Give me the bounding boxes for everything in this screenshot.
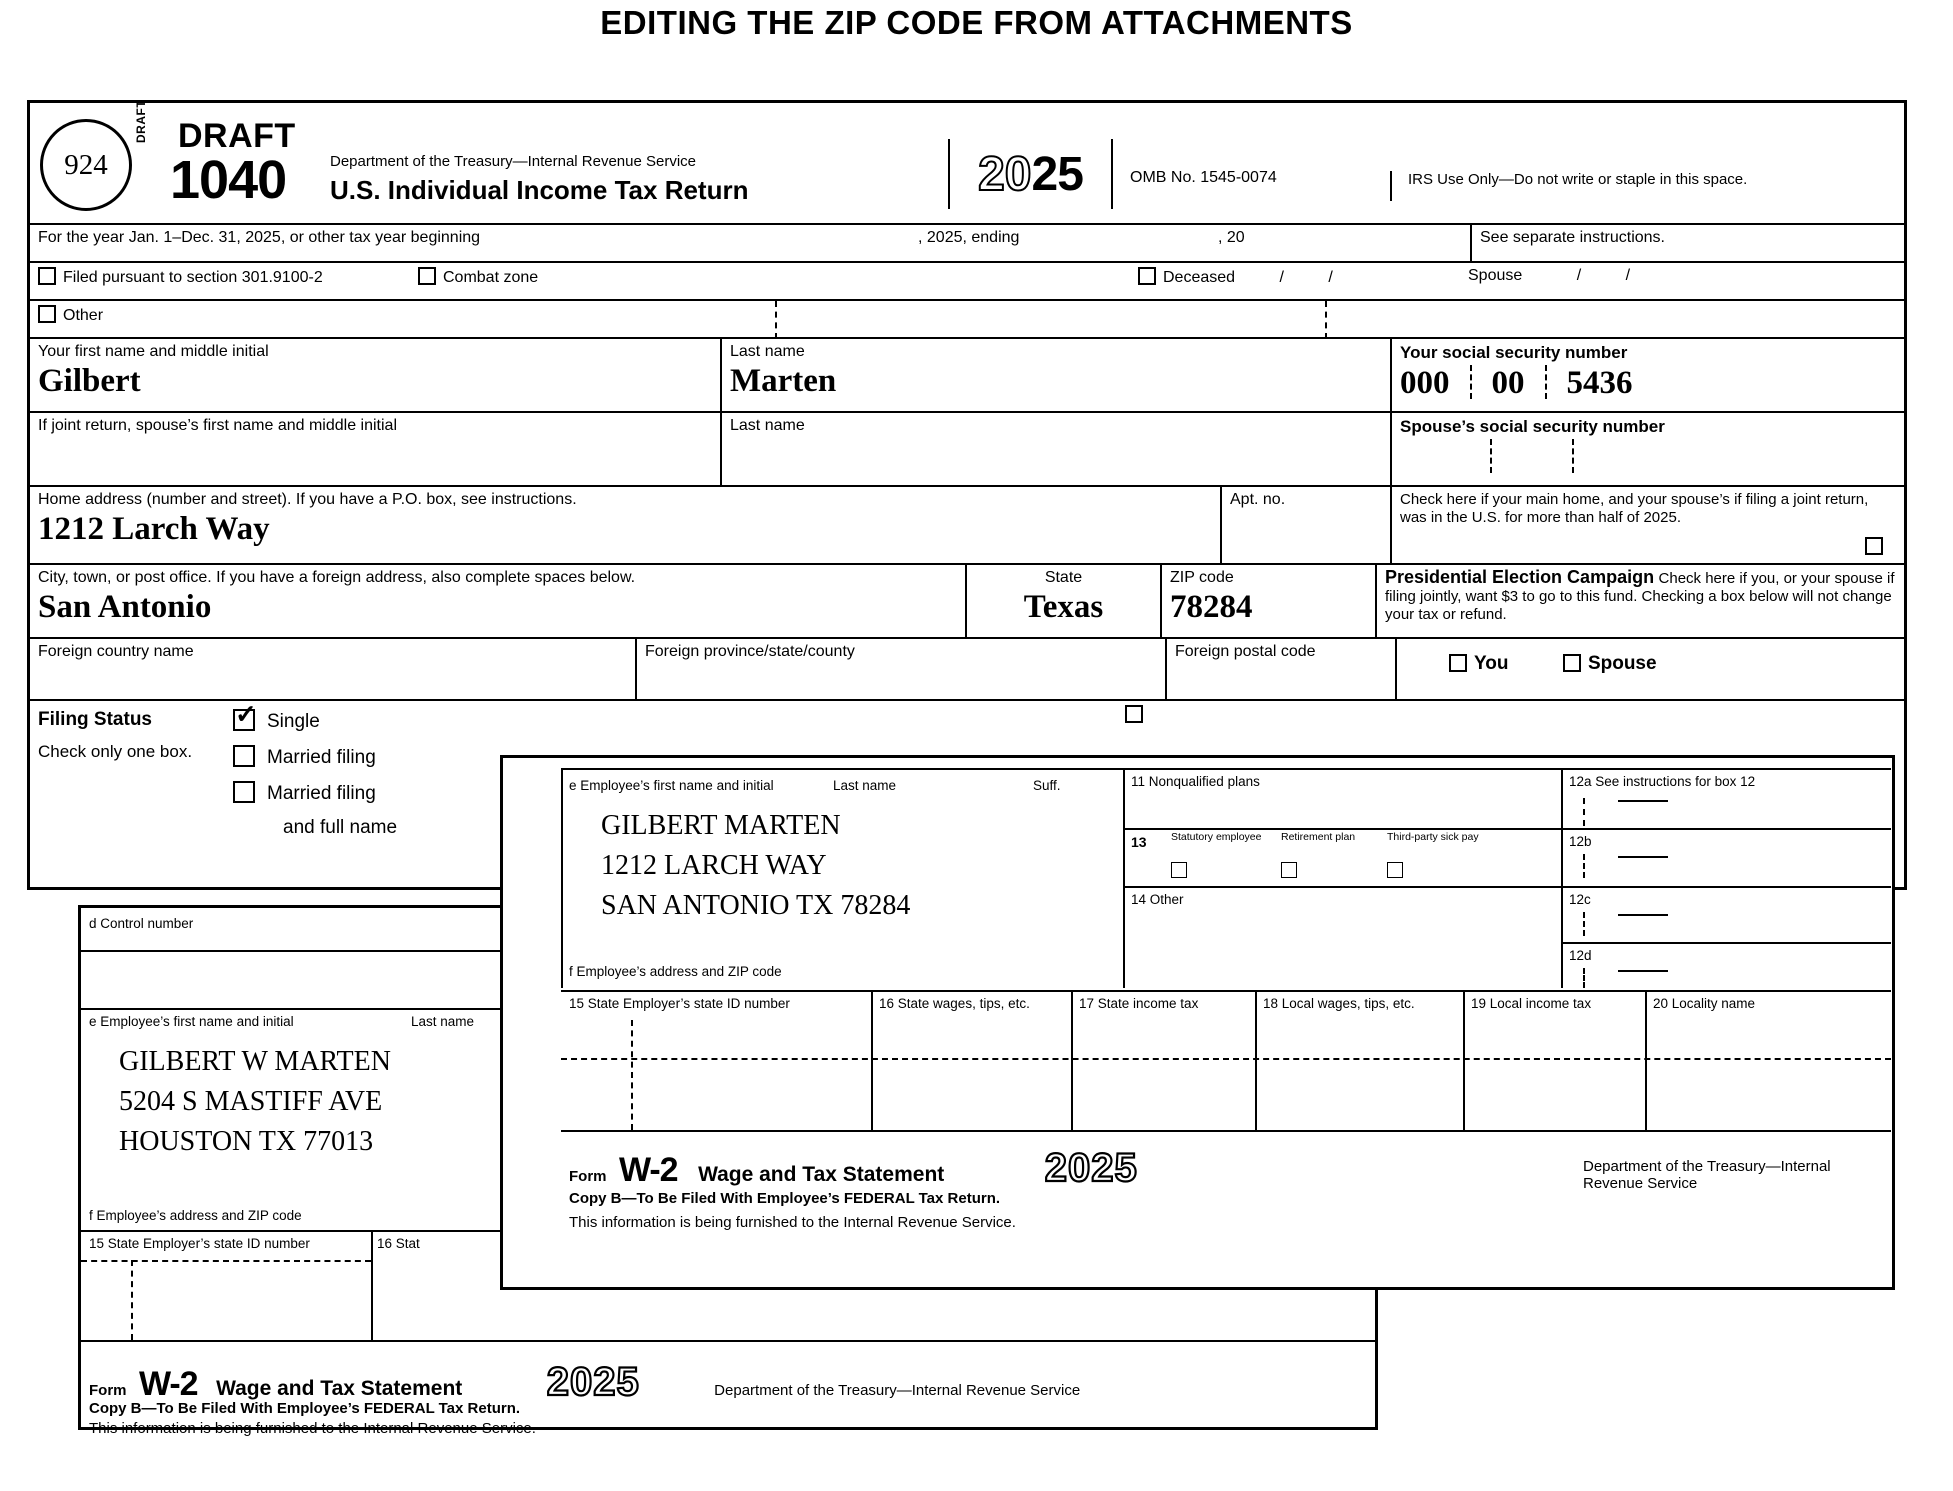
w2-front-address-zip-label: f Employee’s address and ZIP code (569, 964, 782, 979)
spouse-label: Spouse (1468, 267, 1523, 284)
deceased-option[interactable] (1130, 263, 1460, 299)
tax-year-row (30, 223, 1904, 261)
w2-front-box13-top (1123, 828, 1561, 830)
w2-front-year: 2025 (1044, 1146, 1138, 1190)
filed-pursuant-option[interactable] (30, 263, 410, 299)
single-label: Single (267, 711, 320, 732)
w2-front-box20-divider (1645, 990, 1647, 1130)
spouse-name-row (30, 411, 1904, 485)
filing-status-sub: Check only one box. (38, 742, 193, 761)
pec-spouse-option[interactable] (1563, 653, 1657, 675)
w2-front-form-name: W-2 (618, 1151, 678, 1189)
state-field[interactable] (965, 565, 1160, 637)
last-name-label: Last name (730, 343, 805, 360)
w2-front-address-line-1: GILBERT MARTEN (601, 810, 841, 841)
w2-front-box12a-label: 12a See instructions for box 12 (1569, 774, 1756, 789)
address-row (30, 485, 1904, 563)
w2-front-box18-label: 18 Local wages, tips, etc. (1263, 996, 1415, 1011)
w2-back-box15-dashed (131, 1260, 133, 1340)
mfj-checkbox[interactable] (233, 745, 255, 767)
w2-back-form-name: W-2 (138, 1365, 198, 1403)
w2-front-box12a-dash (1583, 798, 1585, 826)
ssn-divider-2 (1545, 365, 1547, 399)
combat-zone-checkbox[interactable] (418, 267, 436, 285)
w2-front-copy-line-1: Copy B—To Be Filed With Employee’s FEDERAL Tax Return. (569, 1190, 1001, 1207)
city-label: City, town, or post office. If you have a foreign address, also complete spaces below. (38, 569, 636, 586)
w2-back-box15-label: 15 State Employer’s state ID number (89, 1236, 310, 1251)
tax-year-prefix: 20 (978, 147, 1032, 201)
filing-status-header (30, 701, 225, 849)
tax-year-box (948, 139, 1113, 209)
main-home-check-field[interactable] (1390, 487, 1904, 563)
w2-front-box15-dash (631, 1020, 633, 1130)
other-divider-2 (1325, 301, 1327, 339)
w2-back-divider-4 (81, 1340, 1375, 1342)
home-address-value: 1212 Larch Way (38, 511, 270, 547)
w2-front-employee-name-label: e Employee’s first name and initial (569, 778, 774, 793)
w2-front-box20-label: 20 Locality name (1653, 996, 1756, 1011)
pec-title: Presidential Election Campaign (1385, 567, 1655, 587)
form-number: 1040 (170, 150, 287, 210)
spouse-ssn-field[interactable] (1390, 413, 1904, 485)
w2-front-department: Department of the Treasury—Internal Revenue Service (1583, 1158, 1831, 1192)
combat-zone-label: Combat zone (443, 269, 539, 286)
spouse-ssn-divider-2 (1572, 439, 1574, 473)
w2-back-address-line-2: 5204 S MASTIFF AVE (119, 1085, 383, 1117)
w2-front-top-border (561, 768, 1891, 770)
other-option[interactable] (30, 301, 1904, 337)
page-title: EDITING THE ZIP CODE FROM ATTACHMENTS (600, 4, 1353, 41)
city-row (30, 563, 1904, 637)
w2-front-box16-divider (871, 990, 873, 1130)
pec-you-label: You (1474, 653, 1509, 674)
ssn-field[interactable] (1390, 339, 1904, 411)
w2-back-box16-label: 16 Stat (377, 1236, 420, 1251)
w2-back-year: 2025 (546, 1360, 640, 1404)
home-address-label: Home address (number and street). If you have a P.O. box, see instructions. (38, 491, 577, 508)
w2-front-box12d-label: 12d (1569, 948, 1592, 963)
w2-back-employee-address (81, 1036, 391, 1161)
w2-back-box15-divider (371, 1230, 373, 1340)
w2-front-box12c-top (1561, 886, 1891, 888)
w2-front-box16-label: 16 State wages, tips, etc. (879, 996, 1030, 1011)
w2-front-box12b-dash (1583, 854, 1585, 878)
zip-field[interactable] (1160, 565, 1375, 637)
ssn-part-3: 5436 (1566, 365, 1633, 401)
w2-front-form-title: Wage and Tax Statement (698, 1163, 945, 1186)
form-1040-header (30, 99, 1904, 223)
spouse-ssn-divider-1 (1490, 439, 1492, 473)
presidential-election-campaign (1375, 565, 1904, 637)
pec-you-checkbox[interactable] (1449, 654, 1467, 672)
w2-front-box12c-dash (1583, 912, 1585, 936)
foreign-province-field[interactable] (635, 639, 1165, 699)
single-checkbox[interactable] (233, 709, 255, 731)
pursuant-row (30, 261, 1904, 299)
w2-front-box12c-line (1618, 914, 1668, 916)
w2-front-address-line-3: SAN ANTONIO TX 78284 (601, 889, 911, 921)
w2-back-employee-name-label: e Employee’s first name and initial (89, 1014, 294, 1029)
w2-front-box12d-dash (1583, 968, 1585, 988)
w2-front-box15-label: 15 State Employer’s state ID number (569, 996, 790, 1011)
ssn-label: Your social security number (1400, 343, 1628, 362)
irs-use-only: IRS Use Only—Do not write or staple in this space. (1390, 171, 1747, 201)
w2-back-box15-dashline (81, 1260, 371, 1262)
tax-year-label: For the year Jan. 1–Dec. 31, 2025, or other tax year beginning (38, 229, 481, 246)
w2-front-box14-top (1123, 886, 1561, 888)
w2-back-form-title: Wage and Tax Statement (216, 1377, 463, 1400)
w2-back-address-line-3: HOUSTON TX 77013 (119, 1125, 374, 1157)
w2-front-box12a-line (1618, 800, 1668, 802)
w2-front-box13-opt3-checkbox[interactable] (1387, 862, 1403, 878)
w2-front-box13-opt2-checkbox[interactable] (1281, 862, 1297, 878)
main-home-check-label: Check here if your main home, and your spouse’s if filing a joint return, was in the U.S. for more than half of 2025. (1400, 491, 1869, 527)
spouse-date-slash1: / (1576, 267, 1582, 284)
spouse-ssn-value (1400, 439, 1896, 473)
treasury-line: Department of the Treasury—Internal Revenue Service (330, 153, 697, 170)
apt-no-label: Apt. no. (1230, 491, 1286, 508)
spouse-date-slash2: / (1625, 267, 1631, 284)
apt-no-field[interactable] (1220, 487, 1390, 563)
w2-front-box12b-top (1561, 828, 1891, 830)
w2-back-copy-line-1: Copy B—To Be Filed With Employee’s FEDERAL Tax Return. (89, 1400, 521, 1417)
foreign-postal-label: Foreign postal code (1175, 643, 1316, 660)
w2-front-address-line-2: 1212 LARCH WAY (601, 849, 827, 881)
mfs-label: Married filing (267, 783, 376, 804)
w2-front-employee-address (563, 800, 910, 925)
w2-front-box19-label: 19 Local income tax (1471, 996, 1592, 1011)
ssn-divider-1 (1470, 365, 1472, 399)
w2-front-box12d-line (1618, 970, 1668, 972)
filing-status-title: Filing Status (38, 709, 152, 730)
ssn-part-1: 000 (1400, 365, 1450, 401)
first-name-field[interactable] (30, 339, 720, 411)
w2-attachment-front[interactable] (500, 755, 1895, 1290)
foreign-country-label: Foreign country name (38, 643, 194, 660)
other-divider-1 (775, 301, 777, 339)
w2-front-last-name-label: Last name (833, 778, 897, 793)
w2-back-department: Department of the Treasury—Internal Revenue Service (714, 1382, 1081, 1399)
w2-front-box19-divider (1463, 990, 1465, 1130)
filing-option-single[interactable] (233, 709, 1896, 733)
pec-text: Check here if you, or your spouse if filing jointly, want $3 to go to this fund. Checking a box below will not change your tax or refund. (1385, 570, 1895, 623)
w2-front-suffix-label: Suff. (1033, 778, 1061, 793)
foreign-country-field[interactable] (30, 639, 635, 699)
w2-front-state-row-dashed (561, 1058, 1891, 1060)
w2-front-box12b-line (1618, 856, 1668, 858)
filing-extra-checkbox[interactable] (1125, 705, 1143, 723)
spouse-first-name-label: If joint return, spouse’s first name and middle initial (38, 417, 397, 434)
last-name-value: Marten (730, 363, 837, 399)
w2-back-copy-line-2: This information is being furnished to the Internal Revenue Service. (89, 1420, 536, 1437)
w2-front-box13-opt2-label: Retirement plan (1281, 831, 1356, 843)
state-value: Texas (1023, 589, 1104, 625)
w2-front-form-word: Form (569, 1168, 607, 1185)
pec-checkboxes (1395, 639, 1904, 699)
zip-value: 78284 (1170, 589, 1253, 625)
combat-zone-option[interactable] (410, 263, 1130, 299)
spouse-last-name-label: Last name (730, 417, 805, 434)
first-name-label: Your first name and middle initial (38, 343, 269, 360)
w2-back-form-word: Form (89, 1382, 127, 1399)
w2-front-box17-divider (1071, 990, 1073, 1130)
omb-number: OMB No. 1545-0074 (1130, 169, 1277, 186)
spouse-ssn-label: Spouse’s social security number (1400, 417, 1665, 436)
form-title: U.S. Individual Income Tax Return (330, 175, 749, 205)
mfj-label: Married filing (267, 747, 376, 768)
w2-front-box13-number: 13 (1131, 834, 1147, 850)
foreign-address-row (30, 637, 1904, 699)
w2-front-box17-label: 17 State income tax (1079, 996, 1199, 1011)
w2-back-form-block (89, 1360, 1080, 1405)
w2-front-left-border (561, 768, 563, 988)
pec-spouse-checkbox[interactable] (1563, 654, 1581, 672)
foreign-postal-field[interactable] (1165, 639, 1395, 699)
city-field[interactable] (30, 565, 965, 637)
deceased-date-slash2: / (1328, 269, 1333, 286)
tax-year-ending: , 2025, ending (918, 229, 1020, 246)
main-home-checkbox[interactable] (1865, 537, 1883, 555)
filing-full-name-note: and full name (283, 817, 398, 838)
see-instructions: See separate instructions. (1470, 225, 1904, 261)
w2-front-box13-opt1-label: Statutory employee (1171, 831, 1262, 843)
w2-front-box12-divider (1561, 768, 1563, 988)
first-name-value: Gilbert (38, 363, 141, 399)
deceased-checkbox[interactable] (1138, 267, 1156, 285)
ssn-value (1400, 365, 1896, 402)
draft-vertical-label: DRAFT (134, 99, 148, 143)
w2-back-control-number-label: d Control number (89, 916, 194, 931)
w2-front-box12b-label: 12b (1569, 834, 1592, 849)
w2-front-box12c-label: 12c (1569, 892, 1591, 907)
w2-front-form-block (569, 1146, 1138, 1191)
home-address-field[interactable] (30, 487, 1220, 563)
zip-label: ZIP code (1170, 569, 1234, 586)
w2-front-box18-divider (1255, 990, 1257, 1130)
deceased-date-slash1: / (1279, 269, 1284, 286)
filed-pursuant-label: Filed pursuant to section 301.9100-2 (63, 269, 323, 286)
draft-watermark: DRAFT (178, 117, 296, 155)
spouse-deceased-field[interactable] (1460, 263, 1904, 299)
deceased-label: Deceased (1163, 269, 1236, 286)
w2-front-box11-label: 11 Nonqualified plans (1131, 774, 1260, 789)
state-label: State (1044, 569, 1083, 586)
w2-front-state-row-top (561, 990, 1891, 992)
last-name-field[interactable] (720, 339, 1390, 411)
w2-front-copy-line-2: This information is being furnished to the Internal Revenue Service. (569, 1214, 1016, 1231)
pec-you-option[interactable] (1449, 653, 1508, 675)
taxpayer-name-row (30, 337, 1904, 411)
w2-front-box12d-top (1561, 942, 1891, 944)
w2-back-address-line-1: GILBERT W MARTEN (119, 1046, 391, 1077)
tax-year-20: , 20 (1218, 229, 1245, 246)
w2-back-last-name-label: Last name (411, 1014, 475, 1029)
ssn-part-2: 00 (1491, 365, 1525, 401)
pec-spouse-label: Spouse (1587, 653, 1657, 674)
w2-front-box14-label: 14 Other (1131, 892, 1184, 907)
w2-back-address-zip-label: f Employee’s address and ZIP code (89, 1208, 302, 1223)
city-value: San Antonio (38, 589, 212, 625)
w2-front-box13-opt3-label: Third-party sick pay (1387, 831, 1479, 843)
other-row (30, 299, 1904, 337)
w2-front-state-row-bottom (561, 1130, 1891, 1132)
filed-pursuant-checkbox[interactable] (38, 267, 56, 285)
other-checkbox[interactable] (38, 305, 56, 323)
w2-front-box13-opt1-checkbox[interactable] (1171, 862, 1187, 878)
tax-year-suffix: 25 (1031, 147, 1083, 201)
page-number-badge: 924 (40, 119, 132, 211)
foreign-province-label: Foreign province/state/county (645, 643, 855, 660)
mfs-checkbox[interactable] (233, 781, 255, 803)
spouse-last-name-field[interactable] (720, 413, 1390, 485)
w2-front-col-divider (1123, 768, 1125, 988)
spouse-first-name-field[interactable] (30, 413, 720, 485)
other-label: Other (63, 307, 104, 324)
